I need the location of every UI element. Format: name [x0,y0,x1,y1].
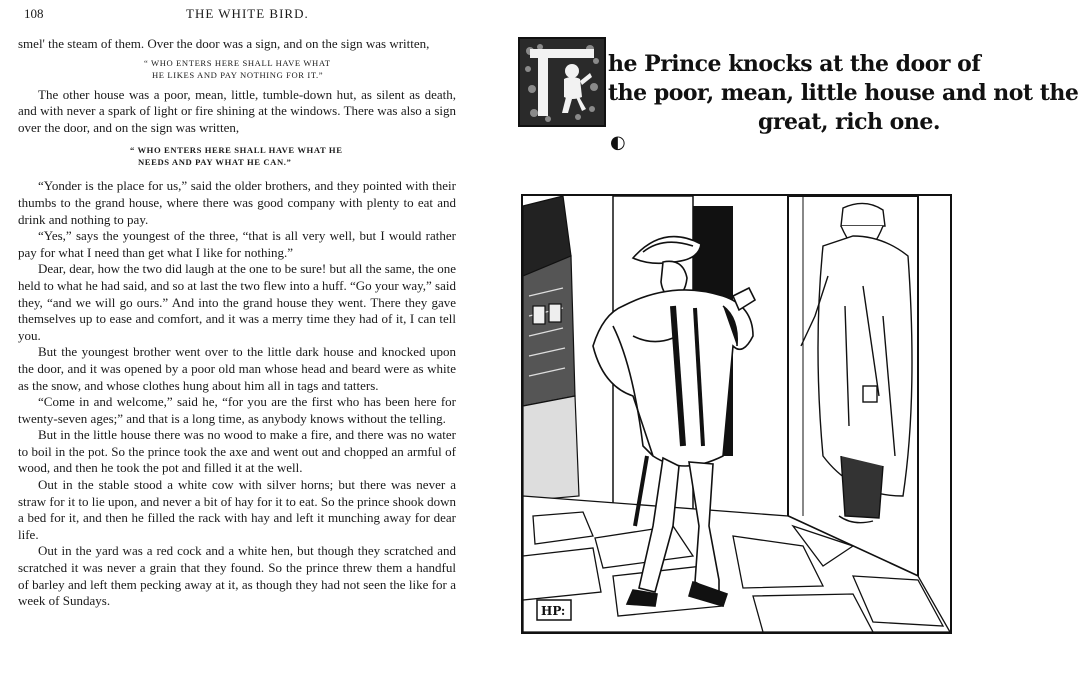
artist-monogram: HP: [541,604,566,618]
running-title: THE WHITE BIRD. [186,6,309,21]
door-sign-poor-house [18,144,456,168]
page-number: 108 [24,6,44,21]
running-head [0,6,480,26]
paragraph: Dear, dear, how the two did laugh at the one to be sure! but all the same, the one held to what he had said, and so at last the two flew into a huff. “Go your way,” said they, “and we will go ours.” And into the grand house they went. There they gave themselves up to ease and comfort, and it was a merry time they had of it, I can tell you. [18,261,456,343]
sign-line: HE LIKES AND PAY NOTHING FOR IT.” [152,69,324,80]
left-page [0,0,480,689]
drop-cap-art [520,39,604,125]
door-sign-grand-house [18,57,456,81]
illustration-caption [608,50,1078,137]
caption-line: the poor, mean, little house and not the [608,80,1078,106]
illustration-prince-knocking [521,194,952,634]
sign-line: “ WHO ENTERS HERE SHALL HAVE WHAT [144,57,331,68]
paragraph: But in the little house there was no wood to make a fire, and there was no water to boil in the pot. So the prince took the axe and went out and chopped an armful of wood, and then he took the pot and filled it at the well. [18,427,456,476]
paragraph: “Yes,” says the youngest of the three, “that is all very well, but I would rather pay for what I need than get what I like for nothing.” [18,228,456,260]
paragraph: But the youngest brother went over to the little dark house and knocked upon the door, and it was opened by a poor old man whose head and beard were as white as the snow, and whose clothes hung about him all in tags and tatters. [18,344,456,393]
right-page [480,0,1078,689]
caption-line: he Prince knocks at the door of [608,51,981,77]
paragraph: Out in the yard was a red cock and a white hen, but though they scratched and scratched it was never a grain that they found. So the prince threw them a handful of barley and left them pecking away at it, as though they had not seen the like for a week of Sundays. [18,543,456,609]
sign-line: “ WHO ENTERS HERE SHALL HAVE WHAT HE [130,145,343,156]
story-text [18,36,456,610]
paragraph: “Yonder is the place for us,” said the older brothers, and they pointed with their thumbs to the grand house, where there was good company with plenty to eat and drink and nothing to pay. [18,178,456,227]
paragraph: Out in the stable stood a white cow with silver horns; but there was never a straw for it to lie upon, and never a bit of hay for it to eat. So the prince shook down a bed for it, and then he filled the rack with hay and left it munching away for dear life. [18,477,456,542]
paragraph-mark-icon: ◐ [610,132,626,153]
ornamental-drop-cap [518,37,606,127]
paragraph: smel' the steam of them. Over the door was a sign, and on the sign was written, [18,36,430,51]
prince-and-old-man-drawing [523,196,950,632]
caption-line: great, rich one. [757,109,940,135]
paragraph: The other house was a poor, mean, little, tumble-down hut, as silent as death, and with never a spark of light or fire shining at the windows. There was also a sign over the door, and on the sign was written, [18,86,456,135]
sign-line: NEEDS AND PAY WHAT HE CAN.” [138,157,292,168]
paragraph: “Come in and welcome,” said he, “for you are the first who has been here for twenty-seven ages;” and that is a long time, as anybody knows without the telling. [18,394,456,426]
